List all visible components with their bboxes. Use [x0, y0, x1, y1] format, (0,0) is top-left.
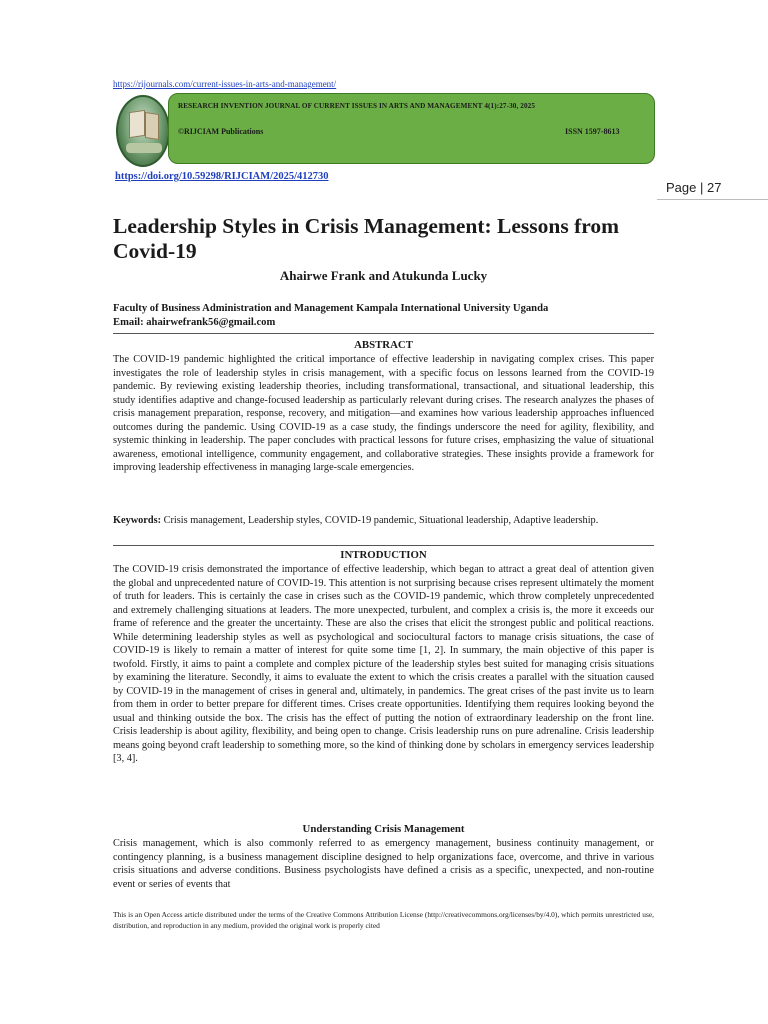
logo-book-left	[129, 110, 145, 138]
author-email: Email: ahairwefrank56@gmail.com	[113, 317, 276, 328]
logo-book-right	[145, 112, 159, 140]
journal-logo	[116, 95, 170, 167]
introduction-text: The COVID-19 crisis demonstrated the importance of effective leadership, which began to attract a great deal of attention given the global and unprecedented nature of COVID-19. This attention is not surprising because crises represent ultimately the moment of truth for leaders. This is certainly the case in crises such as the COVID-19 pandemic, which throw completely unprecedented and extremely challenging situations at leaders. The more unexpected, turbulent, and complex a crisis is, the more it exceeds our frame of reference and the greater the uncertainty. These are also the crises that elicit the strongest public and political reactions. While determining leadership styles as well as psychological and sociocultural factors to manage crisis situations, the case of COVID-19 is likely to remain a matter of interest for quite some time [1, 2]. In summary, the main objective of this paper is twofold. Firstly, it aims to paint a complete and complex picture of the leadership styles best suited for managing crisis situations by examining the literature. Secondly, it aims to evaluate the extent to which the crisis creates a parallel with the situation caused by COVID-19 in the management of crises in general and, ultimately, in pandemics. The great crises of the past invite us to learn from them in order to better prepare for different times. Crises create opportunities. Identifying them requires looking beyond the usual and thinking outside the box. The crisis has the effect of putting the notion of extraordinary leadership on the front line. Crisis leadership is about agility, flexibility, and being open to change. Crisis leadership runs on pure adrenaline. Crisis leadership means going beyond craft leadership to something more, so the kind of thinking done by scholars in emergency services leadership [3, 4].	[113, 564, 654, 764]
keywords-label: Keywords:	[113, 515, 162, 526]
journal-line: RESEARCH INVENTION JOURNAL OF CURRENT ISSUES IN ARTS AND MANAGEMENT 4(1):27-30, 2025	[178, 102, 536, 110]
keywords-text: Crisis management, Leadership styles, COVID-19 pandemic, Situational leadership, Adaptive leadership.	[161, 515, 599, 526]
journal-banner	[168, 93, 655, 164]
page-number-rule	[657, 199, 768, 200]
license-footer: This is an Open Access article distributed under the terms of the Creative Commons Attribution License (http://creativecommons.org/licenses/by/4.0), which permits unrestricted use, distribution, and reproduction in any medium, provided the original work is properly cited	[113, 910, 654, 930]
understanding-text: Crisis management, which is also commonly referred to as emergency management, business continuity management, or contingency planning, is a business management discipline designed to help organizations face, overcome, and thrive in various crisis situations and adverse conditions. Business psychologists have defined a crisis as a specific, unexpected, and non-routine event or series of events that	[113, 838, 654, 890]
understanding-heading: Understanding Crisis Management	[302, 823, 465, 835]
logo-base	[126, 143, 162, 153]
abstract-text: The COVID-19 pandemic highlighted the critical importance of effective leadership in navigating complex crises. This paper investigates the role of leadership styles in crisis management, with a specific focus on lessons learned from the COVID-19 pandemic. By reviewing existing leadership theories, including transformational, transactional, and situational leadership, this study identifies adaptive and change-focused leadership as particularly relevant during crises. The research analyzes the phases of crisis management preparation, response, recovery, and mitigation—and examines how various leadership approaches influenced outcomes during the pandemic. Using COVID-19 as a case study, the findings underscore the need for agility, flexibility, and systemic thinking in leadership. The paper concludes with practical lessons for future crises, emphasizing the value of situational awareness, emotional intelligence, community engagement, and collaborative strategies. These insights provide a framework for improving leadership effectiveness in managing large-scale emergencies.	[113, 354, 654, 473]
publisher-label: ©RIJCIAM Publications	[178, 127, 264, 136]
article-title: Leadership Styles in Crisis Management: Lessons from Covid-19	[113, 214, 620, 263]
abstract-heading: ABSTRACT	[354, 339, 413, 351]
introduction-heading: INTRODUCTION	[340, 549, 427, 561]
issn-label: ISSN 1597-8613	[565, 127, 620, 136]
affiliation: Faculty of Business Administration and Management Kampala International University Uganda	[113, 303, 549, 314]
doi-link[interactable]: https://doi.org/10.59298/RIJCIAM/2025/412730	[115, 171, 329, 182]
article-authors: Ahairwe Frank and Atukunda Lucky	[279, 268, 488, 283]
journal-url-link[interactable]: https://rijournals.com/current-issues-in-arts-and-management/	[113, 79, 337, 89]
page-number: Page | 27	[666, 180, 722, 195]
divider-abstract	[113, 333, 654, 334]
keywords	[113, 514, 654, 528]
affiliation-block	[113, 302, 654, 330]
divider-introduction	[113, 545, 654, 546]
